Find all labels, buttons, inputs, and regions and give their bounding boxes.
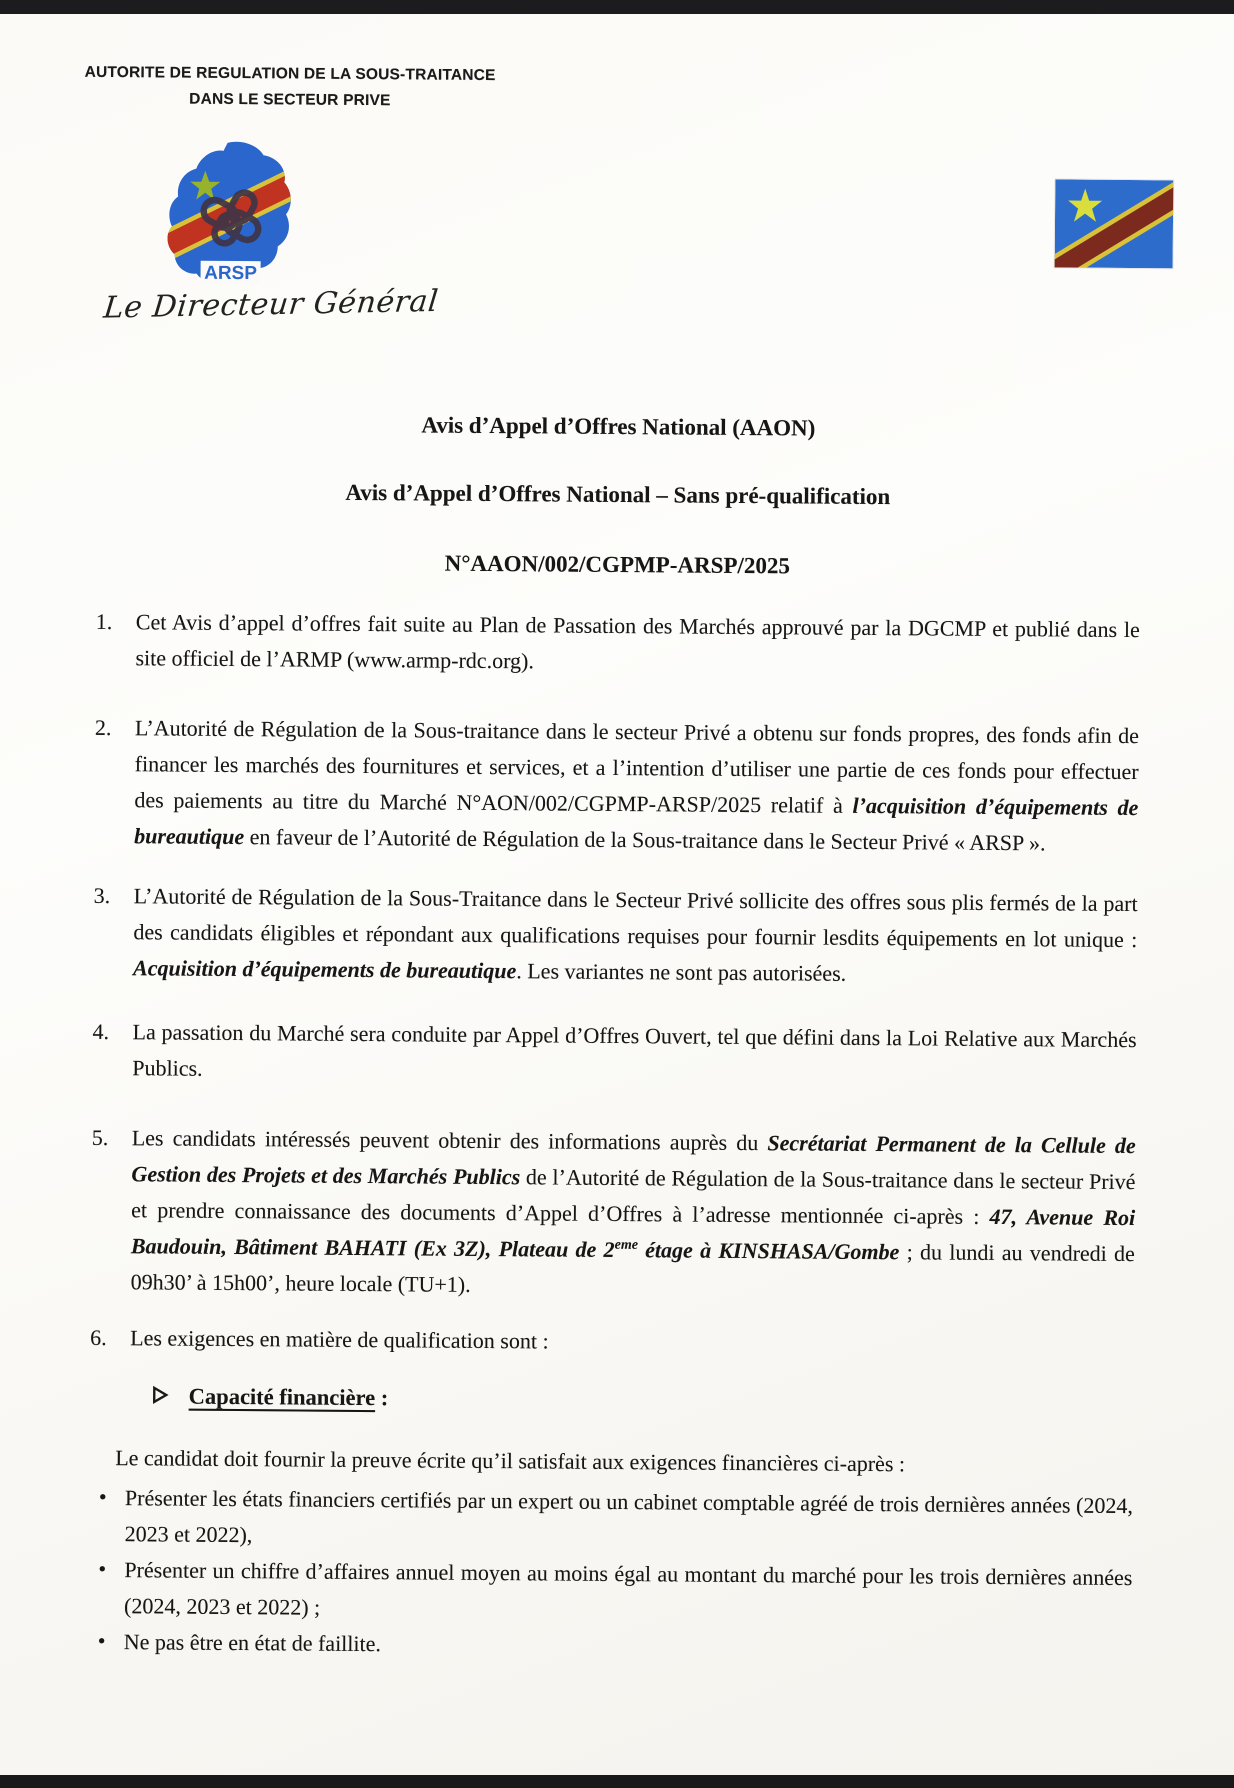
text-segment: Les candidats intéressés peuvent obtenir des informations auprès du [131, 1125, 768, 1156]
heading-colon: : [375, 1385, 389, 1411]
financial-capacity-heading [189, 1379, 389, 1417]
requirement-item [98, 1624, 1132, 1668]
requirement-text: Ne pas être en état de faillite. [123, 1629, 382, 1657]
clause-2 [92, 710, 1139, 862]
bullet-icon: • [98, 1483, 107, 1510]
text-segment: Cet Avis d’appel d’offres fait suite au Plan de Passation des Marchés approuvé par la DGCMP et publié dans le site officiel de l’ARMP (www.armp-rdc.org). [135, 609, 1140, 674]
clause-5-number: 5. [91, 1124, 109, 1151]
text-segment-emphasis: Secrétariat Permanent de la Cellule de Gestion des Projets et des Marchés Publics [131, 1130, 1136, 1190]
clause-5 [88, 1120, 1135, 1308]
text-segment: . Les variantes ne sont pas autorisées. [516, 958, 847, 986]
organization-name [78, 60, 502, 116]
doc-reference: N°AAON/002/CGPMP-ARSP/2025 [444, 550, 790, 579]
clause-3 [91, 878, 1138, 994]
logo-acronym-text: ARSP [204, 262, 258, 285]
requirement-item [99, 1480, 1134, 1560]
requirement-item [98, 1552, 1133, 1632]
clause-6 [88, 1320, 1134, 1364]
clause-6-number: 6. [90, 1324, 107, 1351]
doc-subtitle: Avis d’Appel d’Offres National – Sans pré-qualification [345, 479, 891, 510]
bullet-icon: • [98, 1555, 107, 1582]
text-segment-emphasis: 47, Avenue Roi Baudouin, Bâtiment BAHATI (Ex 3Z), Plateau de 2 [130, 1203, 1136, 1262]
photo-top-edge [0, 0, 1234, 14]
arrowhead-bullet-icon [152, 1385, 169, 1404]
clause-4-number: 4. [92, 1018, 110, 1045]
doc-title: Avis d’Appel d’Offres National (AAON) [421, 412, 816, 441]
organization-name-line2: DANS LE SECTEUR PRIVE [189, 90, 391, 110]
text-segment-emphasis: l’acquisition d’équipements de bureautique [134, 792, 1139, 850]
text-segment: La passation du Marché sera conduite par Appel d’Offres Ouvert, tel que défini dans la Loi Relative aux Marchés Publics. [132, 1019, 1137, 1081]
clause-1 [93, 604, 1140, 684]
text-segment: en faveur de l’Autorité de Régulation de la Sous-traitance dans le Secteur Privé « ARSP ». [244, 824, 1046, 856]
clause-4 [90, 1014, 1137, 1094]
clause-3-number: 3. [93, 882, 111, 909]
text-segment-emphasis: Acquisition d’équipements de bureautique [133, 955, 517, 984]
numbered-clauses [88, 604, 1140, 1364]
text-segment: de l’Autorité de Régulation de la Sous-traitance dans le secteur Privé et prendre connaissance des documents d’Appel d’Offres à l’adresse mentionnée ci-après : [131, 1164, 1136, 1229]
organization-name-line1: AUTORITE DE REGULATION DE LA SOUS-TRAITANCE [84, 63, 496, 85]
text-segment-emphasis: étage à KINSHASA/Gombe [637, 1237, 900, 1265]
signature-title: Le Directeur Général [101, 283, 441, 326]
drc-flag [1055, 179, 1174, 268]
financial-capacity-heading-row [152, 1378, 1134, 1422]
clause-1-number: 1. [95, 608, 113, 635]
text-segment: L’Autorité de Régulation de la Sous-Traitance dans le Secteur Privé sollicite des offres sous plis fermés de la part des candidats éligibles et répondant aux qualifications requises pour fournir lesdits équipements en lot unique : [133, 883, 1138, 953]
requirement-text: Présenter un chiffre d’affaires annuel moyen au moins égal au montant du marché pour les trois dernières années (2024, 2023 et 2022) ; [123, 1557, 1133, 1620]
requirement-text: Présenter les états financiers certifiés par un expert ou un cabinet comptable agréé de trois dernières années (2024, 2023 et 2022), [124, 1485, 1134, 1548]
clause-2-number: 2. [94, 714, 112, 741]
text-segment: ; du lundi au vendredi de 09h30’ à 15h00’, heure locale (TU+1). [130, 1239, 1135, 1297]
text-segment: L’Autorité de Régulation de la Sous-traitance dans le secteur Privé a obtenu sur fonds propres, des fonds afin de financer les marchés des fournitures et services, et a l’intention d’utiliser une partie de ces fonds pour effectuer des paiements au titre du Marché N°AON/002/CGPMP-ARSP/2025 relatif à [134, 715, 1140, 818]
financial-requirements-intro: Le candidat doit fournir la preuve écrite qu’il satisfait aux exigences financières ci-après : [115, 1445, 906, 1477]
bullet-icon: • [97, 1627, 106, 1654]
financial-requirements-list [86, 1480, 1133, 1668]
document-body [86, 404, 1142, 1668]
photo-bottom-edge [0, 1775, 1234, 1788]
text-segment-superscript: eme [614, 1237, 639, 1253]
heading-text: Capacité financière [188, 1383, 376, 1411]
arsp-logo [164, 138, 297, 291]
text-segment: Les exigences en matière de qualification sont : [130, 1325, 549, 1354]
